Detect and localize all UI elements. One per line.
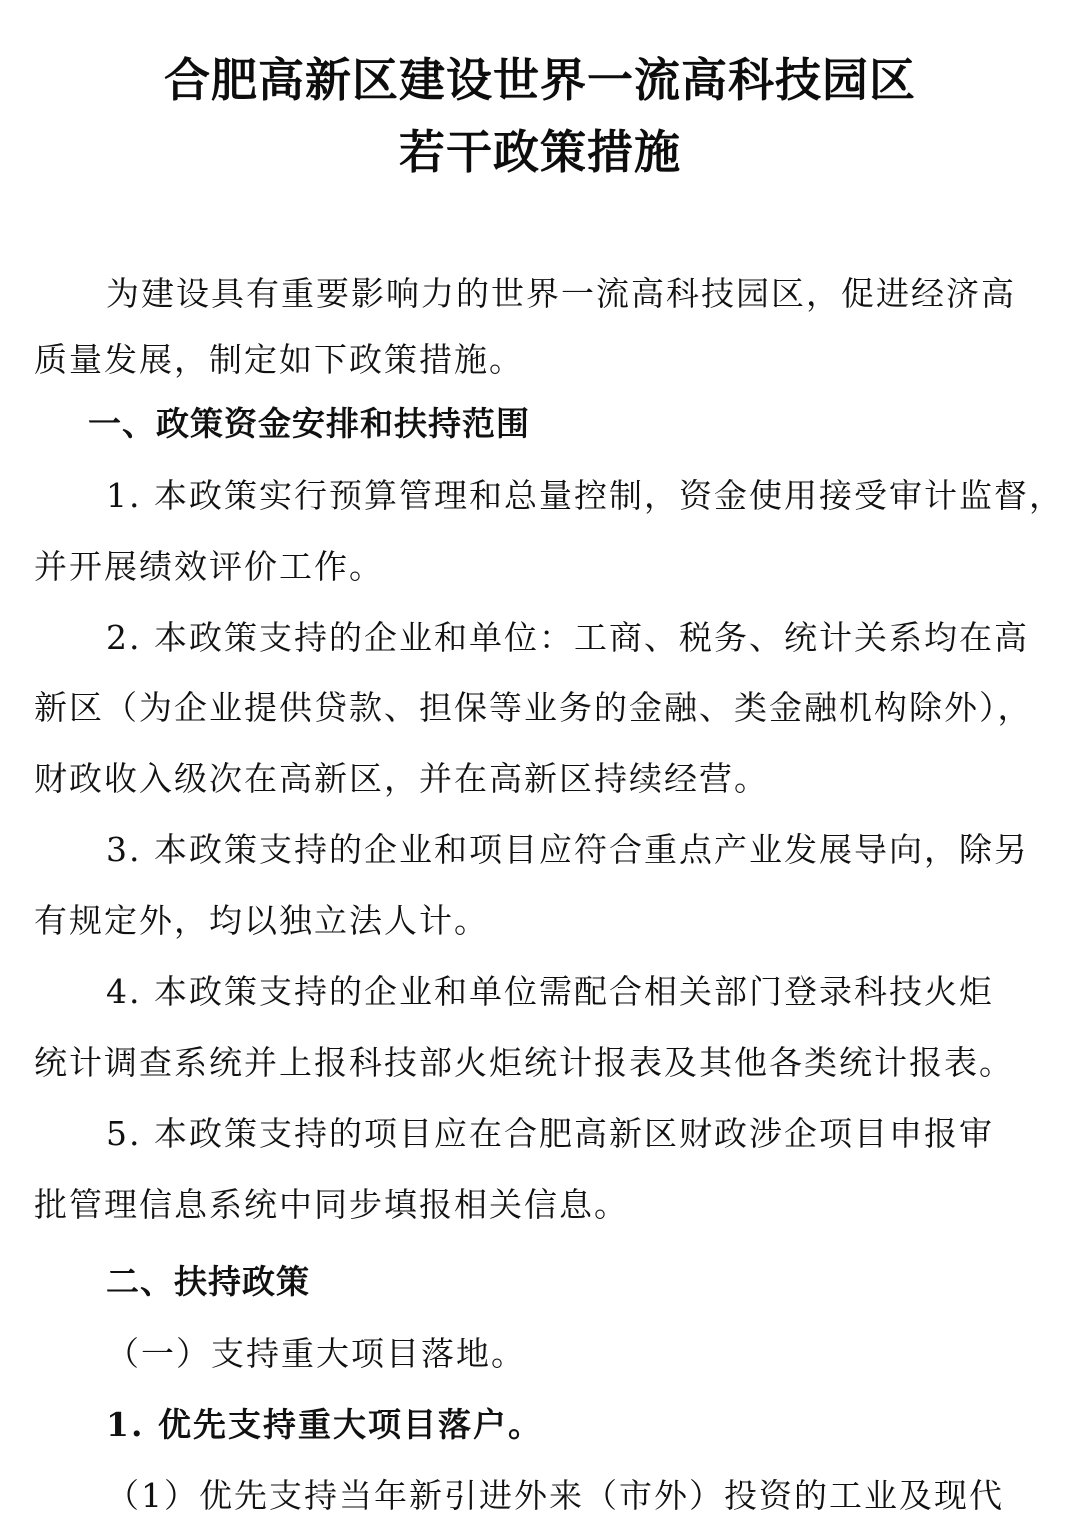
section-1-item-2-line-2: 新区（为企业提供贷款、担保等业务的金融、类金融机构除外）， [34,688,1033,727]
section-1-item-3-line-1: 3. 本政策支持的企业和项目应符合重点产业发展导向，除另 [106,830,1029,869]
section-1-item-2-line-3: 财政收入级次在高新区，并在高新区持续经营。 [34,759,769,798]
section-1-item-4-line-2: 统计调查系统并上报科技部火炬统计报表及其他各类统计报表。 [34,1043,1014,1082]
document-title-line-2: 若干政策措施 [399,125,681,179]
section-2-subheading: （一）支持重大项目落地。 [106,1334,526,1373]
section-1-item-5-line-2: 批管理信息系统中同步填报相关信息。 [34,1185,629,1224]
section-1-heading: 一、政策资金安排和扶持范围 [88,404,530,443]
section-1-item-2-line-1: 2. 本政策支持的企业和单位：工商、税务、统计关系均在高 [106,618,1029,657]
section-2-item-1-title: 1. 优先支持重大项目落户。 [106,1405,543,1444]
section-1-item-5-line-1: 5. 本政策支持的项目应在合肥高新区财政涉企项目申报审 [106,1114,994,1153]
section-1-item-1-line-2: 并开展绩效评价工作。 [34,547,384,586]
section-1-item-1-line-1: 1. 本政策实行预算管理和总量控制，资金使用接受审计监督， [106,476,1064,515]
intro-line-2: 质量发展，制定如下政策措施。 [34,340,524,379]
section-1-item-3-line-2: 有规定外，均以独立法人计。 [34,901,489,940]
section-2-heading: 二、扶持政策 [106,1262,310,1301]
intro-line-1: 为建设具有重要影响力的世界一流高科技园区，促进经济高 [106,274,1016,313]
document-title-line-1: 合肥高新区建设世界一流高科技园区 [164,53,916,107]
section-2-item-1-text: （1）优先支持当年新引进外来（市外）投资的工业及现代 [106,1476,1004,1515]
section-1-item-4-line-1: 4. 本政策支持的企业和单位需配合相关部门登录科技火炬 [106,972,994,1011]
